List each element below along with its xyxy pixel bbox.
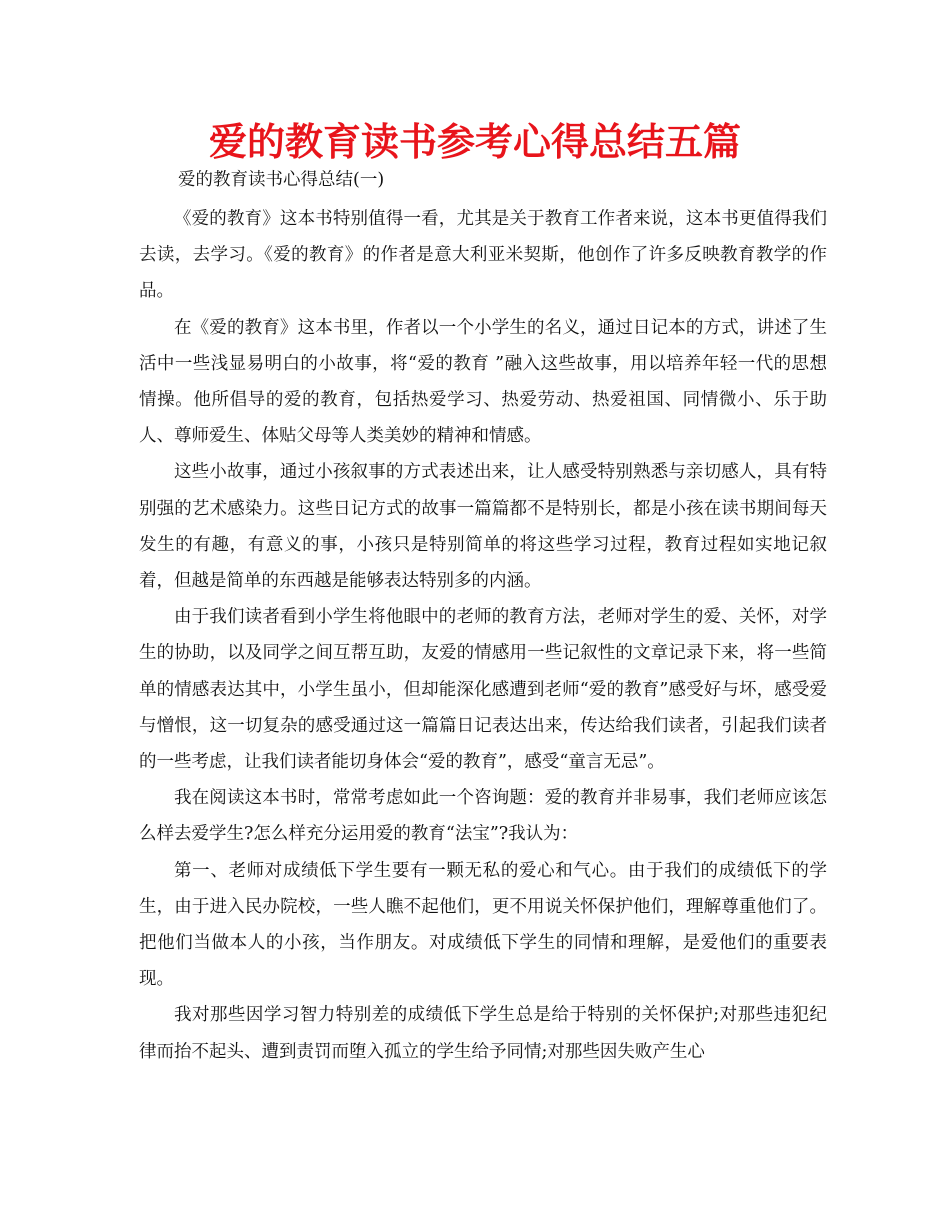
paragraph: 由于我们读者看到小学生将他眼中的老师的教育方法，老师对学生的爱、关怀，对学生的协助，以及同学之间互帮互助，友爱的情感用一些记叙性的文章记录下来，将一些简单的情感表达其中，小学生虽小，但却能深化感遭到老师“爱的教育”感受好与坏，感受爱与憎恨，这一切复杂的感受通过这一篇篇日记表达出来，传达给我们读者，引起我们读者的一些考虑，让我们读者能切身体会“爱的教育”，感受“童言无忌”。 [139, 607, 827, 773]
paragraph: 我对那些因学习智力特别差的成绩低下学生总是给于特别的关怀保护;对那些违犯纪律而抬不起头、遭到责罚而堕入孤立的学生给予同情;对那些因失败产生心 [139, 1005, 827, 1062]
document-body [139, 201, 827, 1070]
paragraph: 在《爱的教育》这本书里，作者以一个小学生的名义，通过日记本的方式，讲述了生活中一些浅显易明白的小故事，将“爱的教育 ”融入这些故事，用以培养年轻一代的思想情操。他所倡导的爱的教育，包括热爱学习、热爱劳动、热爱祖国、同情微小、乐于助人、尊师爱生、体贴父母等人类美妙的精神和情感。 [139, 317, 827, 447]
paragraph: 我在阅读这本书时，常常考虑如此一个咨询题：爱的教育并非易事，我们老师应该怎么样去爱学生?怎么样充分运用爱的教育“法宝”?我认为： [139, 788, 827, 845]
paragraph: 《爱的教育》这本书特别值得一看，尤其是关于教育工作者来说，这本书更值得我们去读，去学习。《爱的教育》的作者是意大利亚米契斯，他创作了许多反映教育教学的作品。 [139, 209, 827, 302]
section-heading: 爱的教育读书心得总结(一) [178, 170, 385, 190]
document-title: 爱的教育读书参考心得总结五篇 [208, 120, 741, 164]
paragraph: 第一、老师对成绩低下学生要有一颗无私的爱心和气心。由于我们的成绩低下的学生，由于进入民办院校，一些人瞧不起他们，更不用说关怀保护他们，理解尊重他们了。把他们当做本人的小孩，当作朋友。对成绩低下学生的同情和理解，是爱他们的重要表现。 [139, 860, 827, 990]
paragraph: 这些小故事，通过小孩叙事的方式表述出来，让人感受特别熟悉与亲切感人，具有特别强的艺术感染力。这些日记方式的故事一篇篇都不是特别长，都是小孩在读书期间每天发生的有趣，有意义的事，小孩只是特别简单的将这些学习过程，教育过程如实地记叙着，但越是简单的东西越是能够表达特别多的内涵。 [139, 462, 827, 592]
